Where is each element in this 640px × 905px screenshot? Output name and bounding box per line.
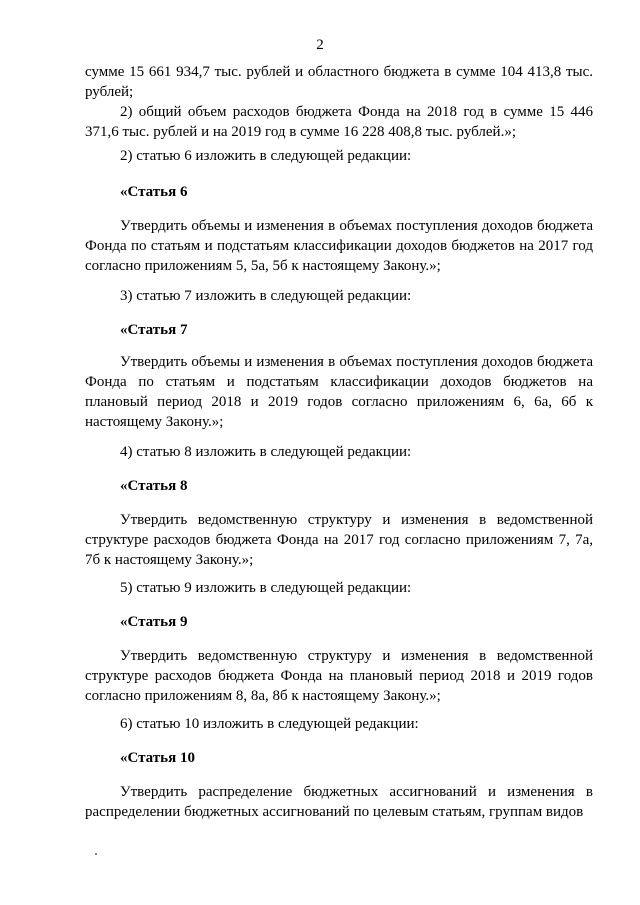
paragraph: 2) общий объем расходов бюджета Фонда на 2018 год в сумме 15 446 371,6 тыс. рублей и на 2019 год в сумме 16 228 408,8 тыс. рублей.»; [85, 104, 593, 140]
paragraph: 2) статью 6 изложить в следующей редакции: [120, 148, 412, 164]
text-block [85, 510, 593, 570]
text-block [85, 62, 593, 142]
paragraph: Утвердить распределение бюджетных ассигнований и изменения в распределении бюджетных ассигнований по целевым статьям, группам видов [85, 784, 593, 820]
text-block [85, 646, 593, 706]
paragraph: сумме 15 661 934,7 тыс. рублей и областного бюджета в сумме 104 413,8 тыс. рублей; [85, 64, 593, 100]
text-block [85, 748, 593, 768]
text-block [85, 146, 593, 166]
paragraph: 5) статью 9 изложить в следующей редакции: [120, 580, 412, 596]
text-block [85, 612, 593, 632]
paragraph: Утвердить ведомственную структуру и изменения в ведомственной структуре расходов бюджета Фонда на плановый период 2018 и 2019 годов согласно приложениям 8, 8а, 8б к настоящему Закону.»; [85, 648, 593, 704]
scan-speck [95, 853, 97, 855]
article-heading: «Статья 9 [120, 614, 188, 630]
text-block [85, 286, 593, 306]
text-block [85, 216, 593, 276]
article-heading: «Статья 7 [120, 322, 188, 338]
text-block [85, 476, 593, 496]
text-block [85, 442, 593, 462]
paragraph: 3) статью 7 изложить в следующей редакции: [120, 288, 412, 304]
article-heading: «Статья 8 [120, 478, 188, 494]
article-heading: «Статья 6 [120, 184, 188, 200]
paragraph: Утвердить объемы и изменения в объемах поступления доходов бюджета Фонда по статьям и подстатьям классификации доходов бюджетов на 2017 год согласно приложениям 5, 5а, 5б к настоящему Закону.»; [85, 218, 593, 274]
text-block [85, 352, 593, 432]
paragraph: Утвердить ведомственную структуру и изменения в ведомственной структуре расходов бюджета Фонда на 2017 год согласно приложениям 7, 7а, 7б к настоящему Закону.»; [85, 512, 593, 568]
text-block [85, 782, 593, 822]
text-block [85, 578, 593, 598]
paragraph: 4) статью 8 изложить в следующей редакции: [120, 444, 412, 460]
page-number: 2 [316, 37, 324, 53]
article-heading: «Статья 10 [120, 750, 195, 766]
text-block [85, 182, 593, 202]
paragraph: 6) статью 10 изложить в следующей редакции: [120, 716, 419, 732]
text-block [85, 320, 593, 340]
paragraph: Утвердить объемы и изменения в объемах поступления доходов бюджета Фонда по статьям и подстатьям классификации доходов бюджетов на плановый период 2018 и 2019 годов согласно приложениям 6, 6а, 6б к настоящему Закону.»; [85, 354, 593, 430]
text-block [85, 714, 593, 734]
